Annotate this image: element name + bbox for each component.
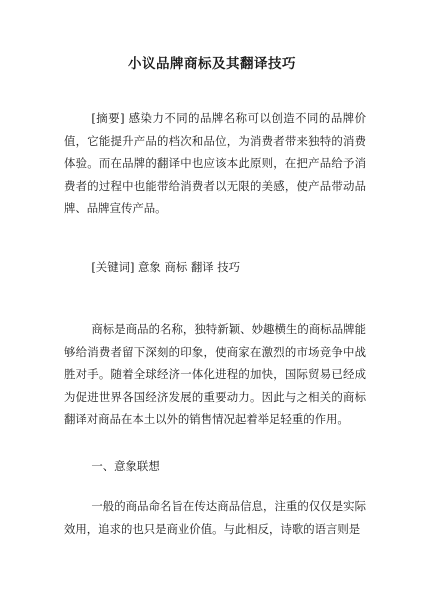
section-heading-1: 一、意象联想 [91,459,160,473]
document-title: 小议品牌商标及其翻译技巧 [128,56,296,72]
body-paragraph-1: 商标是商品的名称，独特新颖、妙趣横生的商标品牌能够给消费者留下深刻的印象，使商家在激烈的市场竞争中战胜对手。随着全球经济一体化进程的加快，国际贸易已经成为促进世界各国经济发展的重要动力。因此与之相关的商标翻译对商品在本土以外的销售情况起着举足轻重的作用。 [64,322,366,427]
body-paragraph-2: 一般的商品命名旨在传达商品信息，注重的仅仅是实际效用，追求的也只是商业价值。与此相反，诗歌的语言则是 [64,499,366,536]
keywords-line: [关键词] 意象 商标 翻译 技巧 [91,260,241,274]
abstract-paragraph: [摘要] 感染力不同的品牌名称可以创造不同的品牌价值，它能提升产品的档次和品位，为消费者带来独特的消费体验。而在品牌的翻译中也应该本此原则，在把产品给予消费者的过程中也能带给消费者以无限的美感，使产品带动品牌、品牌宣传产品。 [64,111,366,216]
